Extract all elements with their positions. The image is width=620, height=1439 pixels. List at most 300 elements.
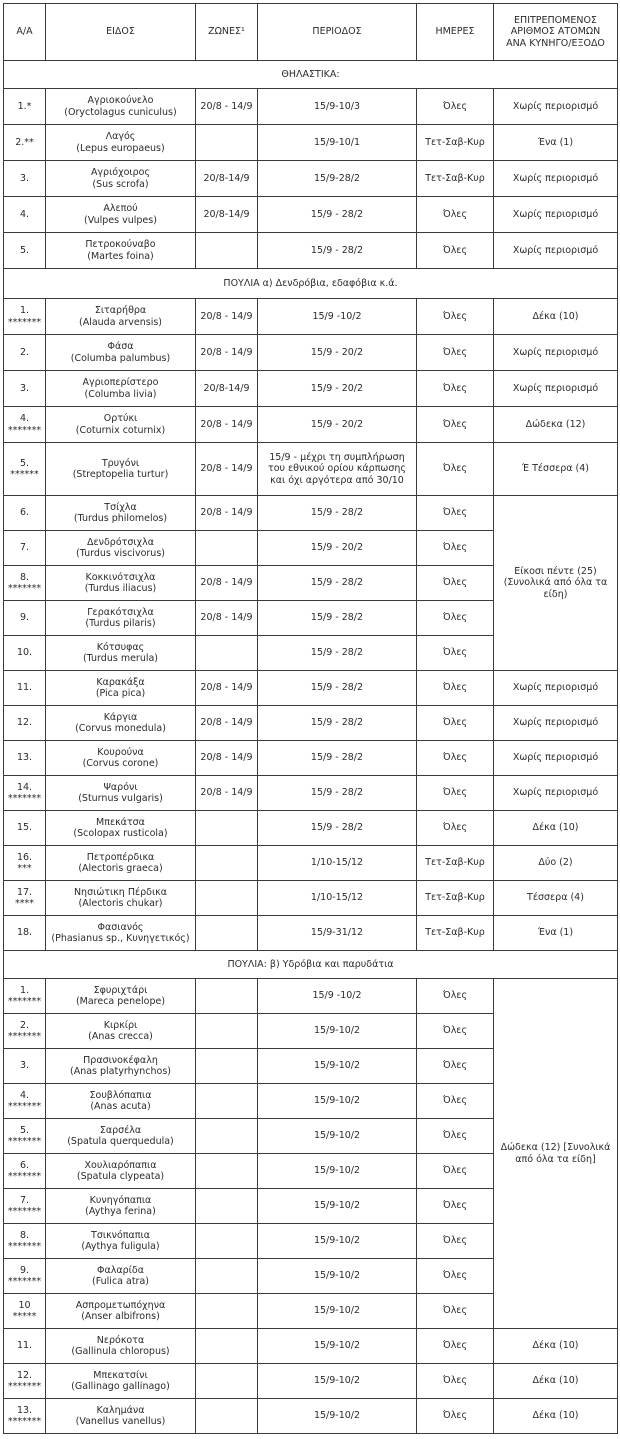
- species-name: Νησιώτικη Πέρδικα: [73, 886, 168, 898]
- row-number: 3.: [19, 1060, 30, 1072]
- table-row: [4, 1399, 618, 1434]
- zones-cell: [196, 531, 258, 566]
- period-cell: 15/9 - 20/2: [258, 531, 417, 566]
- zones-cell: 20/8 - 14/9: [196, 407, 258, 443]
- table-row: [4, 881, 618, 916]
- species-latin: (Anas platyrhynchos): [70, 1066, 171, 1077]
- footnote-marks: *******: [7, 793, 42, 804]
- species-name: Τρυγόνι: [101, 457, 140, 469]
- days-cell: Όλες: [417, 1364, 494, 1399]
- species-name: Αγριοπερίστερο: [82, 377, 159, 389]
- footnote-marks: ******: [10, 469, 39, 480]
- species-cell: [46, 197, 196, 233]
- days-cell: Όλες: [417, 496, 494, 531]
- period-cell: 15/9 - 28/2: [258, 233, 417, 269]
- zones-cell: [196, 1329, 258, 1364]
- row-number: 8.: [19, 571, 30, 583]
- table-row: [4, 706, 618, 741]
- allowed-cell: Χωρίς περιορισμό: [494, 233, 618, 269]
- row-number-cell: [4, 671, 46, 706]
- species-latin: (Turdus viscivorus): [76, 548, 165, 559]
- species-name: Λαγός: [105, 131, 136, 143]
- zones-cell: 20/8 - 14/9: [196, 706, 258, 741]
- zones-cell: [196, 233, 258, 269]
- zones-cell: [196, 1154, 258, 1189]
- species-cell: [46, 1189, 196, 1224]
- species-name: Μπεκάτσα: [96, 816, 145, 828]
- period-cell: 15/9-10/2: [258, 1224, 417, 1259]
- allowed-cell: Έ Τέσσερα (4): [494, 443, 618, 496]
- days-cell: Όλες: [417, 1259, 494, 1294]
- days-cell: Όλες: [417, 811, 494, 846]
- species-cell: [46, 89, 196, 125]
- period-cell: 15/9-28/2: [258, 161, 417, 197]
- header-period: ΠΕΡΙΟΔΟΣ: [258, 4, 417, 61]
- row-number: 9.: [19, 1264, 30, 1276]
- row-number: 1.*: [17, 100, 32, 112]
- zones-cell: 20/8 - 14/9: [196, 776, 258, 811]
- species-cell: [46, 443, 196, 496]
- period-cell: 15/9 - 28/2: [258, 776, 417, 811]
- species-latin: (Fulica atra): [92, 1276, 149, 1287]
- days-cell: Όλες: [417, 1154, 494, 1189]
- species-latin: (Anas acuta): [90, 1101, 151, 1112]
- zones-cell: 20/8 - 14/9: [196, 601, 258, 636]
- species-cell: [46, 1364, 196, 1399]
- row-number-cell: [4, 496, 46, 531]
- species-cell: [46, 496, 196, 531]
- table-row: [4, 299, 618, 335]
- species-cell: [46, 1259, 196, 1294]
- period-cell: 15/9-10/2: [258, 1049, 417, 1084]
- days-cell: Όλες: [417, 531, 494, 566]
- zones-cell: [196, 1084, 258, 1119]
- row-number: 18.: [16, 927, 33, 939]
- row-number-cell: [4, 1014, 46, 1049]
- period-cell: 15/9 - 28/2: [258, 496, 417, 531]
- section-title: ΠΟΥΛΙΑ: β) Υδρόβια και παρυδάτια: [4, 951, 618, 979]
- days-cell: Όλες: [417, 197, 494, 233]
- period-cell: 15/9-10/1: [258, 125, 417, 161]
- allowed-cell: Δύο (2): [494, 846, 618, 881]
- header-zones: ΖΩΝΕΣ¹: [196, 4, 258, 61]
- footnote-marks: *******: [7, 1031, 42, 1042]
- zones-cell: 20/8 - 14/9: [196, 671, 258, 706]
- species-cell: [46, 601, 196, 636]
- table-row: [4, 846, 618, 881]
- allowed-cell: Χωρίς περιορισμό: [494, 776, 618, 811]
- days-cell: Όλες: [417, 1329, 494, 1364]
- species-name: Φαλαρίδα: [97, 1264, 144, 1276]
- row-number: 7.: [19, 542, 30, 554]
- species-name: Σφυριχτάρι: [93, 984, 148, 996]
- row-number: 2.: [19, 1019, 30, 1031]
- days-cell: Όλες: [417, 1399, 494, 1434]
- days-cell: Όλες: [417, 233, 494, 269]
- row-number: 13.: [16, 752, 33, 764]
- table-row: [4, 811, 618, 846]
- allowed-cell: Χωρίς περιορισμό: [494, 741, 618, 776]
- period-cell: 15/9 -10/2: [258, 979, 417, 1014]
- species-latin: (Gallinago gallinago): [71, 1381, 170, 1392]
- table-row: [4, 776, 618, 811]
- period-cell: 15/9 - 28/2: [258, 671, 417, 706]
- species-cell: [46, 566, 196, 601]
- allowed-cell: Τέσσερα (4): [494, 881, 618, 916]
- species-cell: [46, 671, 196, 706]
- species-cell: [46, 1084, 196, 1119]
- row-number-cell: [4, 1084, 46, 1119]
- row-number-cell: [4, 89, 46, 125]
- zones-cell: 20/8 - 14/9: [196, 335, 258, 371]
- days-cell: Όλες: [417, 1049, 494, 1084]
- species-cell: [46, 125, 196, 161]
- species-name: Φάσα: [107, 341, 134, 353]
- period-cell: 15/9-10/2: [258, 1154, 417, 1189]
- row-number-cell: [4, 335, 46, 371]
- row-number: 13.: [16, 1404, 33, 1416]
- zones-cell: [196, 1224, 258, 1259]
- species-latin: (Pica pica): [95, 688, 146, 699]
- species-cell: [46, 1329, 196, 1364]
- row-number-cell: [4, 636, 46, 671]
- row-number-cell: [4, 601, 46, 636]
- days-cell: Τετ-Σαβ-Κυρ: [417, 161, 494, 197]
- footnote-marks: ***: [17, 863, 32, 874]
- zones-cell: 20/8 - 14/9: [196, 89, 258, 125]
- row-number: 5.: [19, 457, 30, 469]
- species-cell: [46, 161, 196, 197]
- period-cell: 15/9-10/2: [258, 1329, 417, 1364]
- species-latin: (Sus scrofa): [92, 178, 149, 190]
- species-latin: (Vulpes vulpes): [84, 214, 157, 226]
- row-number: 10: [18, 1299, 31, 1311]
- species-name: Κουρούνα: [97, 746, 144, 758]
- row-number: 3.: [19, 172, 30, 184]
- period-cell: 15/9-31/12: [258, 916, 417, 951]
- zones-cell: 20/8-14/9: [196, 197, 258, 233]
- species-name: Κοκκινότσιχλα: [85, 571, 156, 583]
- table-row: [4, 443, 618, 496]
- footnote-marks: *******: [7, 1276, 42, 1287]
- species-latin: (Oryctolagus cuniculus): [64, 106, 177, 118]
- allowed-cell: Χωρίς περιορισμό: [494, 371, 618, 407]
- row-number: 12.: [16, 1369, 33, 1381]
- species-latin: (Alectoris chukar): [78, 898, 163, 909]
- species-cell: [46, 881, 196, 916]
- row-number: 6.: [19, 1159, 30, 1171]
- zones-cell: [196, 1049, 258, 1084]
- row-number-cell: [4, 233, 46, 269]
- footnote-marks: *******: [7, 316, 42, 328]
- row-number: 11.: [16, 682, 33, 694]
- period-cell: 15/9-10/2: [258, 1399, 417, 1434]
- days-cell: Όλες: [417, 1224, 494, 1259]
- table-row: [4, 979, 618, 1014]
- zones-cell: [196, 1014, 258, 1049]
- allowed-cell: Είκοσι πέντε (25) (Συνολικά από όλα τα είδη): [494, 496, 618, 671]
- species-name: Αγριόχοιρος: [90, 167, 151, 179]
- period-cell: 15/9 - 20/2: [258, 335, 417, 371]
- species-cell: [46, 846, 196, 881]
- row-number-cell: [4, 741, 46, 776]
- species-name: Σουβλόπαπια: [89, 1089, 152, 1101]
- days-cell: Όλες: [417, 407, 494, 443]
- zones-cell: [196, 846, 258, 881]
- species-name: Κιρκίρι: [103, 1019, 138, 1031]
- row-number-cell: [4, 881, 46, 916]
- row-number-cell: [4, 1259, 46, 1294]
- row-number: 14.: [16, 781, 33, 793]
- species-name: Σαρσέλα: [99, 1124, 142, 1136]
- row-number: 12.: [16, 717, 33, 729]
- species-latin: (Aythya fuligula): [81, 1241, 160, 1252]
- days-cell: Όλες: [417, 979, 494, 1014]
- species-latin: (Turdus pilaris): [85, 618, 156, 629]
- row-number-cell: [4, 846, 46, 881]
- row-number-cell: [4, 1119, 46, 1154]
- footnote-marks: *******: [7, 1241, 42, 1252]
- footnote-marks: *******: [7, 583, 42, 594]
- footnote-marks: *******: [7, 1416, 42, 1427]
- species-name: Γερακότσιχλα: [87, 606, 154, 618]
- period-cell: 15/9-10/2: [258, 1189, 417, 1224]
- species-latin: (Corvus monedula): [75, 723, 166, 734]
- row-number: 4.: [19, 208, 30, 220]
- species-latin: (Mareca penelope): [75, 996, 166, 1007]
- days-cell: Όλες: [417, 1189, 494, 1224]
- days-cell: Όλες: [417, 776, 494, 811]
- section-title: ΘΗΛΑΣΤΙΚΑ:: [4, 61, 618, 89]
- row-number: 4.: [19, 1089, 30, 1101]
- species-latin: (Streptopelia turtur): [72, 469, 169, 480]
- species-cell: [46, 1119, 196, 1154]
- allowed-cell: Χωρίς περιορισμό: [494, 197, 618, 233]
- row-number-cell: [4, 531, 46, 566]
- species-name: Χουλιαρόπαπια: [84, 1159, 157, 1171]
- species-name: Φασιανός: [97, 921, 144, 933]
- row-number: 7.: [19, 1194, 30, 1206]
- allowed-cell: Δώδεκα (12) [Συνολικά από όλα τα είδη]: [494, 979, 618, 1329]
- period-cell: 15/9 - μέχρι τη συμπλήρωση του εθνικού ορίου κάρπωσης και όχι αργότερα από 30/10: [258, 443, 417, 496]
- row-number: 15.: [16, 822, 33, 834]
- header-aa: Α/Α: [4, 4, 46, 61]
- species-cell: [46, 407, 196, 443]
- species-latin: (Phasianus sp., Κυνηγετικός): [51, 933, 190, 944]
- zones-cell: [196, 1364, 258, 1399]
- species-cell: [46, 916, 196, 951]
- species-name: Κυνηγόπαπια: [89, 1194, 152, 1206]
- row-number-cell: [4, 1399, 46, 1434]
- species-cell: [46, 1224, 196, 1259]
- row-number-cell: [4, 916, 46, 951]
- row-number: 5.: [19, 244, 30, 256]
- row-number-cell: [4, 371, 46, 407]
- row-number: 3.: [19, 382, 30, 394]
- period-cell: 15/9-10/2: [258, 1119, 417, 1154]
- zones-cell: [196, 636, 258, 671]
- row-number-cell: [4, 776, 46, 811]
- zones-cell: [196, 1399, 258, 1434]
- species-latin: (Alauda arvensis): [78, 316, 163, 328]
- zones-cell: 20/8 - 14/9: [196, 299, 258, 335]
- header-allowed: [494, 4, 618, 61]
- species-cell: [46, 776, 196, 811]
- species-latin: (Gallinula chloropus): [71, 1346, 170, 1357]
- period-cell: 15/9 - 28/2: [258, 706, 417, 741]
- header-species: ΕΙΔΟΣ: [46, 4, 196, 61]
- zones-cell: 20/8 - 14/9: [196, 443, 258, 496]
- table-row: [4, 335, 618, 371]
- row-number: 9.: [19, 612, 30, 624]
- row-number-cell: [4, 566, 46, 601]
- days-cell: Όλες: [417, 706, 494, 741]
- species-name: Ψαρόνι: [103, 781, 138, 793]
- period-cell: 15/9 - 28/2: [258, 636, 417, 671]
- row-number-cell: [4, 161, 46, 197]
- species-cell: [46, 1294, 196, 1329]
- zones-cell: [196, 125, 258, 161]
- species-cell: [46, 741, 196, 776]
- period-cell: 15/9 - 28/2: [258, 601, 417, 636]
- footnote-marks: *******: [7, 1136, 42, 1147]
- row-number-cell: [4, 979, 46, 1014]
- species-latin: (Spatula clypeata): [76, 1171, 165, 1182]
- allowed-cell: Ένα (1): [494, 125, 618, 161]
- row-number: 16.: [16, 851, 33, 863]
- row-number-cell: [4, 1294, 46, 1329]
- table-row: [4, 125, 618, 161]
- zones-cell: 20/8-14/9: [196, 161, 258, 197]
- days-cell: Τετ-Σαβ-Κυρ: [417, 846, 494, 881]
- row-number: 2.**: [15, 136, 34, 148]
- species-name: Ορτύκι: [103, 413, 138, 425]
- section-title: ΠΟΥΛΙΑ α) Δενδρόβια, εδαφόβια κ.ά.: [4, 269, 618, 299]
- header-allowed-line: ΑΡΙΘΜΟΣ ΑΤΟΜΩΝ: [510, 26, 601, 38]
- species-cell: [46, 1399, 196, 1434]
- zones-cell: [196, 1189, 258, 1224]
- days-cell: Όλες: [417, 89, 494, 125]
- species-latin: (Turdus philomelos): [73, 513, 168, 524]
- allowed-cell: Δέκα (10): [494, 1329, 618, 1364]
- days-cell: Όλες: [417, 335, 494, 371]
- footnote-marks: *******: [7, 1171, 42, 1182]
- row-number: 6.: [19, 507, 30, 519]
- species-latin: (Turdus iliacus): [84, 583, 157, 594]
- species-cell: [46, 299, 196, 335]
- zones-cell: [196, 1294, 258, 1329]
- footnote-marks: *******: [7, 1206, 42, 1217]
- allowed-cell: Δώδεκα (12): [494, 407, 618, 443]
- species-name: Αγριοκούνελο: [87, 95, 154, 107]
- species-name: Καρακάξα: [96, 676, 145, 688]
- table-row: [4, 671, 618, 706]
- days-cell: Τετ-Σαβ-Κυρ: [417, 916, 494, 951]
- allowed-cell: Δέκα (10): [494, 1399, 618, 1434]
- species-name: Τσίχλα: [104, 501, 137, 513]
- species-latin: (Columba palumbus): [70, 352, 171, 364]
- species-latin: (Anas crecca): [88, 1031, 153, 1042]
- species-name: Σιταρήθρα: [94, 305, 147, 317]
- row-number-cell: [4, 125, 46, 161]
- species-latin: (Columba livia): [84, 388, 157, 400]
- species-name: Πρασινοκέφαλη: [83, 1054, 158, 1066]
- species-cell: [46, 706, 196, 741]
- species-latin: (Lepus europaeus): [76, 142, 165, 154]
- allowed-cell: Δέκα (10): [494, 299, 618, 335]
- zones-cell: [196, 881, 258, 916]
- row-number-cell: [4, 197, 46, 233]
- days-cell: Όλες: [417, 443, 494, 496]
- row-number-cell: [4, 1364, 46, 1399]
- row-number-cell: [4, 443, 46, 496]
- table-row: [4, 371, 618, 407]
- footnote-marks: ****: [15, 898, 34, 909]
- row-number-cell: [4, 299, 46, 335]
- days-cell: Όλες: [417, 636, 494, 671]
- species-latin: (Spatula querquedula): [67, 1136, 174, 1147]
- footnote-marks: *******: [7, 996, 42, 1007]
- days-cell: Όλες: [417, 741, 494, 776]
- row-number-cell: [4, 1049, 46, 1084]
- section-row: [4, 951, 618, 979]
- zones-cell: 20/8 - 14/9: [196, 741, 258, 776]
- zones-cell: 20/8-14/9: [196, 371, 258, 407]
- allowed-cell: Χωρίς περιορισμό: [494, 161, 618, 197]
- table-row: [4, 233, 618, 269]
- species-cell: [46, 335, 196, 371]
- period-cell: 1/10-15/12: [258, 846, 417, 881]
- period-cell: 15/9-10/2: [258, 1084, 417, 1119]
- table-row: [4, 1364, 618, 1399]
- species-latin: (Coturnix coturnix): [75, 424, 166, 436]
- species-name: Κότσυφας: [96, 641, 145, 653]
- days-cell: Όλες: [417, 371, 494, 407]
- species-latin: (Sturnus vulgaris): [78, 793, 163, 804]
- table-row: [4, 1329, 618, 1364]
- table-row: [4, 916, 618, 951]
- days-cell: Όλες: [417, 601, 494, 636]
- header-allowed-line: ΕΠΙΤΡΕΠΟΜΕΝΟΣ: [514, 14, 597, 26]
- species-cell: [46, 979, 196, 1014]
- table-row: [4, 161, 618, 197]
- period-cell: 15/9 - 20/2: [258, 407, 417, 443]
- period-cell: 15/9 - 28/2: [258, 811, 417, 846]
- row-number: 5.: [19, 1124, 30, 1136]
- species-name: Πετροπέρδικα: [86, 851, 155, 863]
- period-cell: 15/9-10/2: [258, 1364, 417, 1399]
- period-cell: 15/9 -10/2: [258, 299, 417, 335]
- species-cell: [46, 811, 196, 846]
- period-cell: 15/9-10/2: [258, 1014, 417, 1049]
- row-number-cell: [4, 1189, 46, 1224]
- row-number-cell: [4, 706, 46, 741]
- species-name: Τσικνόπαπια: [91, 1229, 150, 1241]
- row-number: 1.: [19, 984, 30, 996]
- row-number: 10.: [16, 647, 33, 659]
- species-cell: [46, 1049, 196, 1084]
- table-body: [4, 4, 618, 1434]
- footnote-marks: *******: [7, 1101, 42, 1112]
- species-cell: [46, 636, 196, 671]
- zones-cell: [196, 1259, 258, 1294]
- table-row: [4, 741, 618, 776]
- days-cell: Όλες: [417, 1119, 494, 1154]
- days-cell: Όλες: [417, 1014, 494, 1049]
- allowed-cell: Χωρίς περιορισμό: [494, 706, 618, 741]
- period-cell: 15/9 - 28/2: [258, 197, 417, 233]
- table-row: [4, 89, 618, 125]
